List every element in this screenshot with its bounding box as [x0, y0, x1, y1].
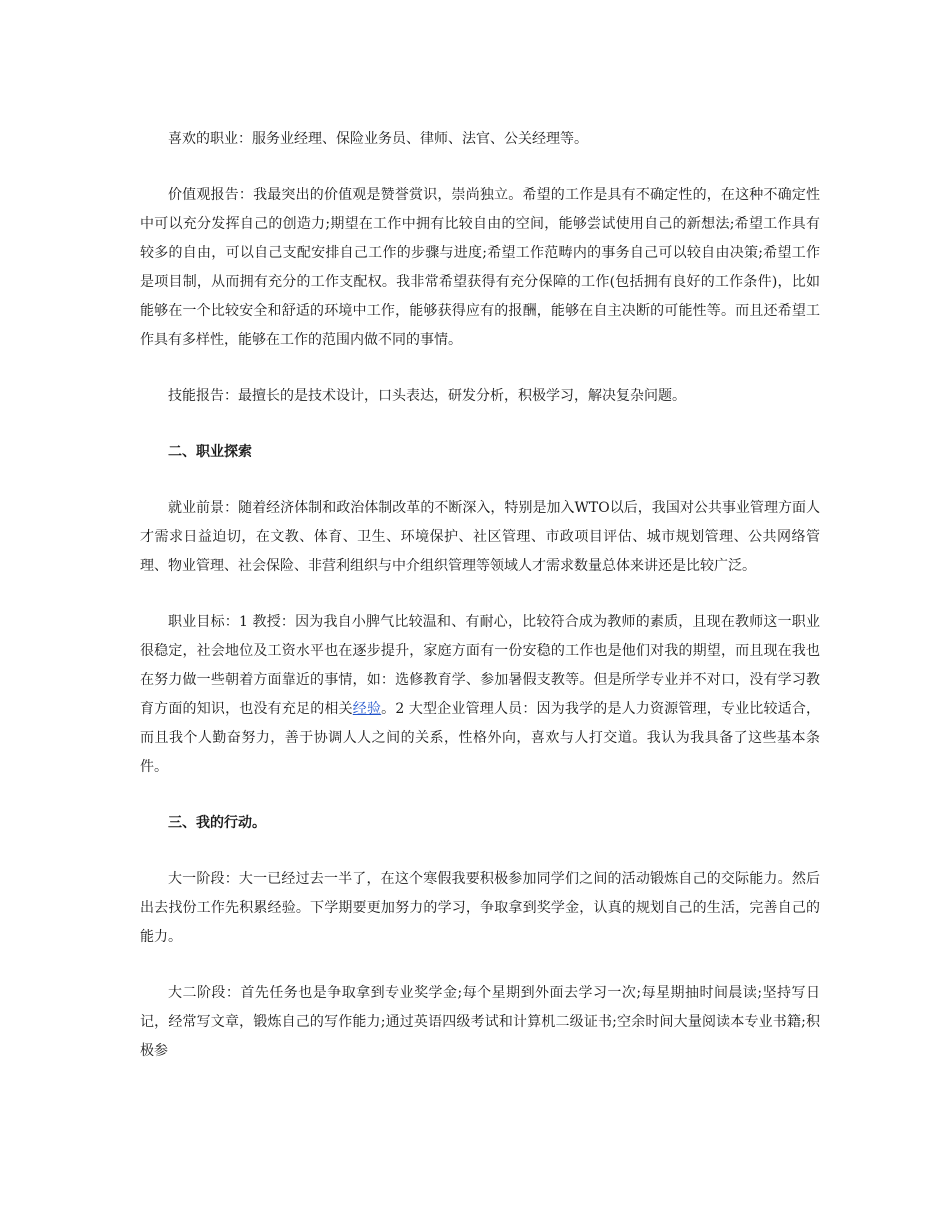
career-goal-paragraph	[140, 608, 820, 782]
experience-link[interactable]: 经验	[352, 701, 382, 717]
my-actions-heading: 三、我的行动。	[168, 815, 266, 831]
skills-report-paragraph: 技能报告：最擅长的是技术设计，口头表达，研发分析，积极学习，解决复杂问题。	[168, 388, 686, 404]
favorite-careers-paragraph: 喜欢的职业：服务业经理、保险业务员、律师、法官、公关经理等。	[168, 131, 588, 147]
sophomore-stage-paragraph: 大二阶段：首先任务也是争取拿到专业奖学金;每个星期到外面去学习一次;每星期抽时间晨读;坚持写日记，经常写文章，锻炼自己的写作能力;通过英语四级考试和计算机二级证书;空余时间大量阅读本专业书籍;积极参	[140, 985, 820, 1059]
values-report-paragraph: 价值观报告：我最突出的价值观是赞誉赏识，崇尚独立。希望的工作是具有不确定性的，在这种不确定性中可以充分发挥自己的创造力;期望在工作中拥有比较自由的空间，能够尝试使用自己的新想法;希望工作具有较多的自由，可以自己支配安排自己工作的步骤与进度;希望工作范畴内的事务自己可以较自由决策;希望工作是项目制，从而拥有充分的工作支配权。我非常希望获得有充分保障的工作(包括拥有良好的工作条件)，比如能够在一个比较安全和舒适的环境中工作，能够获得应有的报酬，能够在自主决断的可能性等。而且还希望工作具有多样性，能够在工作的范围内做不同的事情。	[140, 187, 820, 348]
career-goal-text-before: 职业目标：1 教授：因为我自小脾气比较温和、有耐心，比较符合成为教师的素质，且现在教师这一职业很稳定，社会地位及工资水平也在逐步提升，家庭方面有一份安稳的工作也是他们对我的期望，而且现在我也在努力做一些朝着方面靠近的事情，如：选修教育学、参加暑假支教等。但是所学专业并不对口，没有学习教育方面的知识，也没有充足的相关	[140, 614, 820, 717]
career-exploration-heading: 二、职业探索	[168, 444, 252, 460]
career-goal-text-after: 。2 大型企业管理人员：因为我学的是人力资源管理，专业比较适合，而且我个人勤奋努力，善于协调人人之间的关系，性格外向，喜欢与人打交道。我认为我具备了这些基本条件。	[140, 701, 821, 775]
freshman-stage-paragraph: 大一阶段：大一已经过去一半了，在这个寒假我要积极参加同学们之间的活动锻炼自己的交际能力。然后出去找份工作先积累经验。下学期要更加努力的学习，争取拿到奖学金，认真的规划自己的生活，完善自己的能力。	[140, 871, 820, 945]
document-body	[140, 125, 820, 1093]
employment-prospect-paragraph: 就业前景：随着经济体制和政治体制改革的不断深入，特别是加入WTO以后，我国对公共事业管理方面人才需求日益迫切，在文教、体育、卫生、环境保护、社区管理、市政项目评估、城市规划管理、公共网络管理、物业管理、社会保险、非营利组织与中介组织管理等领域人才需求数量总体来讲还是比较广泛。	[140, 500, 820, 574]
